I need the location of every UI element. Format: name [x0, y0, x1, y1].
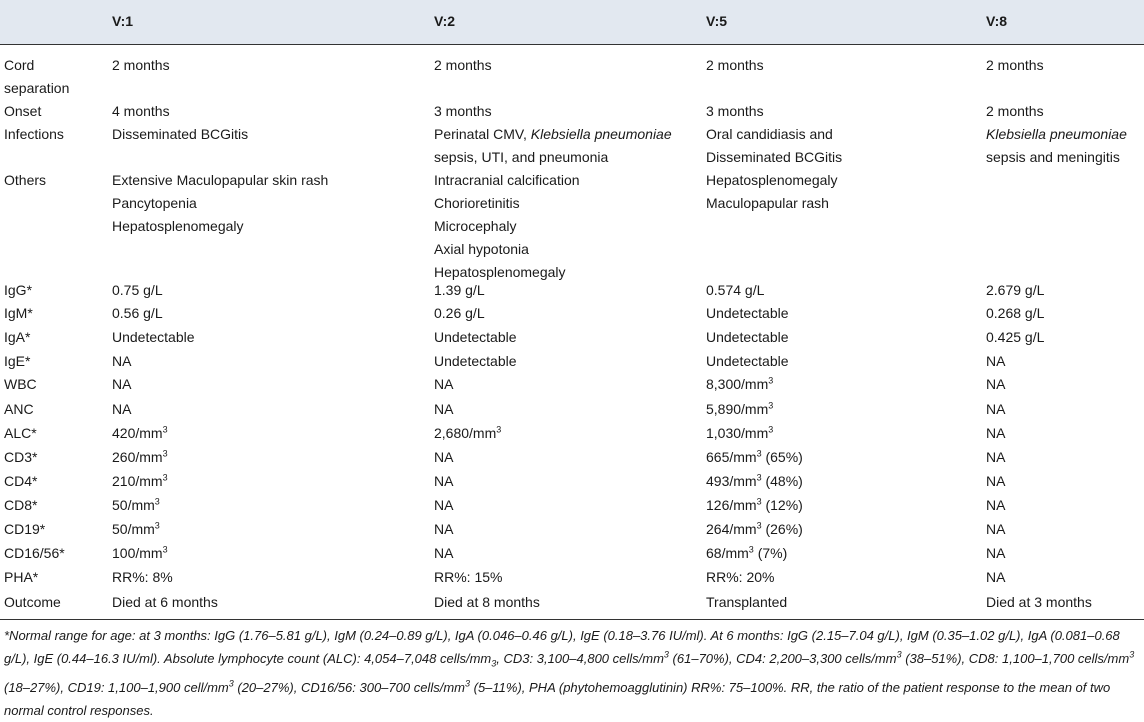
superscript: 3 [756, 448, 762, 459]
cell-v2: RR%: 15% [434, 569, 503, 585]
cell-v8: NA [986, 376, 1006, 392]
row-label: IgA* [4, 329, 31, 345]
cell-text: Perinatal CMV, [434, 126, 531, 142]
cell-text: sepsis, UTI, and pneumonia [434, 149, 609, 165]
cell-v1 [112, 446, 424, 469]
cell-text: 100/mm [112, 545, 163, 561]
cell-v8: 0.425 g/L [986, 329, 1045, 345]
cell-v8: 0.268 g/L [986, 305, 1045, 321]
cell-v2: Died at 8 months [434, 594, 540, 610]
superscript: 3 [162, 472, 168, 483]
superscript: 3 [896, 649, 902, 660]
cell-v2 [434, 422, 704, 445]
cell-text: 493/mm [706, 473, 757, 489]
superscript: 3 [496, 424, 502, 435]
footnote-text: *Normal range for age: at 3 months: IgG (1.76–5.81 g/L), IgM (0.24–0.89 g/L), IgA (0.046–0.46 g/L), IgE (0.18–3.76 IU/ml). At 6 months: IgG (2.15–7.04 g/L), IgM (0.35–1.02 g/L), IgA (0.081–0.68 g/L), IgE (0.44–16.3 IU/ml). Absolute lymphocyte count (ALC): 4,054–7,048 cells/mm [4, 628, 1120, 666]
footnote-text: (20–27%), CD16/56: 300–700 cells/mm [233, 679, 465, 695]
superscript: 3 [748, 544, 754, 555]
superscript: 3 [768, 375, 774, 386]
cell-v5: 0.574 g/L [706, 282, 765, 298]
cell-text: (7%) [753, 545, 788, 561]
superscript: 3 [756, 496, 762, 507]
cell-text: 5,890/mm [706, 401, 769, 417]
cell-v2: 0.26 g/L [434, 305, 485, 321]
cell-v2: NA [434, 521, 454, 537]
superscript: 3 [162, 424, 168, 435]
footnote-text: (18–27%), CD19: 1,100–1,900 cell/mm [4, 679, 229, 695]
row-label: WBC [4, 376, 37, 392]
cell-v5: Undetectable [706, 353, 789, 369]
cell-v5: Transplanted [706, 594, 788, 610]
header-v8: V:8 [986, 13, 1008, 29]
row-label: Outcome [4, 594, 61, 610]
cell-v2: Intracranial calcification Chorioretinitis Microcephaly Axial hypotonia Hepatosplenomegaly [434, 172, 580, 280]
cell-v1: Died at 6 months [112, 594, 218, 610]
organism-name: Klebsiella pneumoniae [986, 126, 1127, 142]
cell-v1: Disseminated BCGitis [112, 126, 249, 142]
cell-v2: Undetectable [434, 329, 517, 345]
header-divider [0, 44, 1144, 45]
cell-v8: NA [986, 425, 1006, 441]
cell-text: 50/mm [112, 521, 155, 537]
cell-text: 260/mm [112, 449, 163, 465]
cell-v5 [706, 373, 984, 396]
cell-v1: NA [112, 353, 132, 369]
superscript: 3 [154, 496, 160, 507]
cell-text: 50/mm [112, 497, 155, 513]
cell-text: (65%) [761, 449, 803, 465]
cell-v2 [434, 123, 704, 169]
cell-v8: NA [986, 401, 1006, 417]
cell-text: 210/mm [112, 473, 163, 489]
footnote-text: (38–51%), CD8: 1,100–1,700 cells/mm [901, 651, 1130, 666]
cell-v1: RR%: 8% [112, 569, 173, 585]
cell-v1 [112, 494, 424, 517]
cell-v1: 2 months [112, 57, 170, 73]
row-label: IgG* [4, 282, 33, 298]
cell-v8: NA [986, 569, 1006, 585]
superscript: 3 [756, 520, 762, 531]
row-label: CD3* [4, 449, 38, 465]
superscript: 3 [663, 649, 669, 660]
cell-v5: Undetectable [706, 329, 789, 345]
cell-v8 [986, 123, 1142, 169]
cell-v5 [706, 542, 984, 565]
cell-v2: Undetectable [434, 353, 517, 369]
cell-v1: 0.75 g/L [112, 282, 163, 298]
cell-v2: NA [434, 449, 454, 465]
footnote-text: , CD3: 3,100–4,800 cells/mm [496, 651, 664, 666]
cell-v2: NA [434, 376, 454, 392]
header-v1: V:1 [112, 13, 134, 29]
superscript: 3 [1129, 649, 1135, 660]
row-label: Onset [4, 103, 42, 119]
cell-v1: Extensive Maculopapular skin rash Pancytopenia Hepatosplenomegaly [112, 172, 329, 234]
row-label: IgE* [4, 353, 31, 369]
footnote-text: (5–11%), PHA (phytohemoagglutinin) RR%: 75–100%. RR, the ratio of the patient response to the mean of two normal control responses. [4, 679, 1111, 718]
organism-name: Klebsiella pneumoniae [530, 126, 672, 142]
cell-v5: 2 months [706, 57, 764, 73]
cell-v8: Died at 3 months [986, 594, 1092, 610]
cell-v1: 4 months [112, 103, 170, 119]
cell-v5: Hepatosplenomegaly Maculopapular rash [706, 172, 838, 211]
cell-v5 [706, 446, 984, 469]
row-label: PHA* [4, 569, 39, 585]
cell-v5: 3 months [706, 103, 764, 119]
cell-text: 1,030/mm [706, 425, 769, 441]
cell-v8: NA [986, 449, 1006, 465]
row-label: CD19* [4, 521, 46, 537]
cell-text: 2,680/mm [434, 425, 497, 441]
cell-text: 8,300/mm [706, 376, 769, 392]
cell-v1: NA [112, 401, 132, 417]
row-label: IgM* [4, 305, 33, 321]
cell-v1: Undetectable [112, 329, 195, 345]
row-label: ALC* [4, 425, 37, 441]
cell-v8: 2.679 g/L [986, 282, 1045, 298]
cell-v5 [706, 422, 984, 445]
cell-text: sepsis and meningitis [986, 149, 1120, 165]
cell-v2: 1.39 g/L [434, 282, 485, 298]
footnote-text: (61–70%), CD4: 2,200–3,300 cells/mm [668, 651, 897, 666]
cell-text: 264/mm [706, 521, 757, 537]
row-label: Infections [4, 126, 64, 142]
row-label: CD8* [4, 497, 38, 513]
cell-v2: NA [434, 401, 454, 417]
cell-v8: NA [986, 353, 1006, 369]
cell-v5: Oral candidiasis and Disseminated BCGitis [706, 126, 843, 165]
header-v5: V:5 [706, 13, 728, 29]
cell-text: 420/mm [112, 425, 163, 441]
cell-text: 665/mm [706, 449, 757, 465]
cell-v1 [112, 518, 424, 541]
cell-v5 [706, 398, 984, 421]
superscript: 3 [154, 520, 160, 531]
cell-v8: 2 months [986, 57, 1044, 73]
superscript: 3 [464, 678, 470, 689]
cell-v5 [706, 470, 984, 493]
cell-text: 68/mm [706, 545, 749, 561]
cell-v5: RR%: 20% [706, 569, 775, 585]
cell-v2: 3 months [434, 103, 492, 119]
cell-v1: NA [112, 376, 132, 392]
cell-v8: NA [986, 497, 1006, 513]
table-header-row [0, 0, 1144, 44]
cell-v5: Undetectable [706, 305, 789, 321]
cell-v2: 2 months [434, 57, 492, 73]
superscript: 3 [228, 678, 234, 689]
table-footnote [4, 624, 1140, 722]
row-label: CD16/56* [4, 545, 65, 561]
cell-v1 [112, 542, 424, 565]
cell-v2: NA [434, 473, 454, 489]
cell-v2: NA [434, 497, 454, 513]
subscript: 3 [491, 658, 497, 669]
superscript: 3 [756, 472, 762, 483]
row-label: ANC [4, 401, 34, 417]
cell-v8: NA [986, 545, 1006, 561]
row-label: Cord separation [4, 57, 70, 96]
cell-v8: NA [986, 521, 1006, 537]
cell-v1 [112, 422, 424, 445]
cell-v5 [706, 494, 984, 517]
header-v2: V:2 [434, 13, 456, 29]
cell-v8: 2 months [986, 103, 1044, 119]
superscript: 3 [162, 448, 168, 459]
cell-text: (12%) [761, 497, 803, 513]
table-bottom-rule [0, 619, 1144, 620]
superscript: 3 [768, 424, 774, 435]
cell-text: (26%) [761, 521, 803, 537]
cell-text: 126/mm [706, 497, 757, 513]
row-label: CD4* [4, 473, 38, 489]
row-label: Others [4, 172, 47, 188]
superscript: 3 [162, 544, 168, 555]
cell-v2: NA [434, 545, 454, 561]
cell-text: (48%) [761, 473, 803, 489]
cell-v1: 0.56 g/L [112, 305, 163, 321]
cell-v5 [706, 518, 984, 541]
cell-v8: NA [986, 473, 1006, 489]
superscript: 3 [768, 400, 774, 411]
cell-v1 [112, 470, 424, 493]
